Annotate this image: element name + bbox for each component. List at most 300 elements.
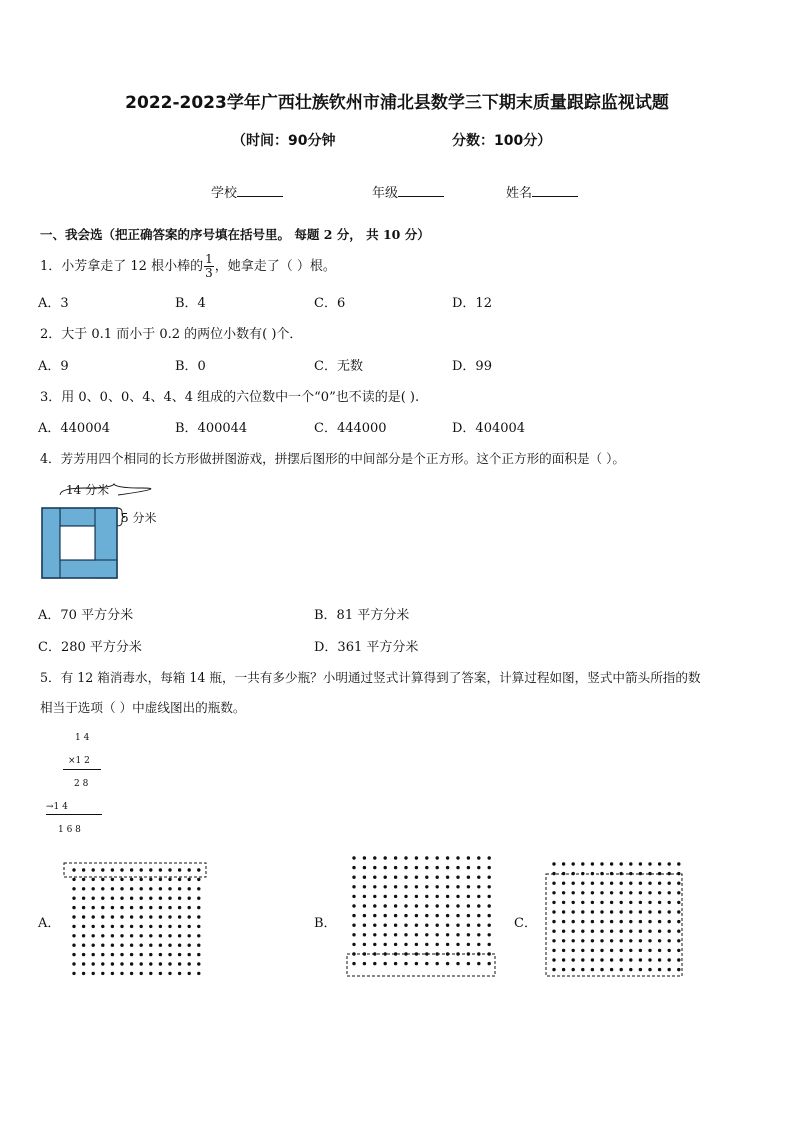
dot xyxy=(600,958,603,961)
dot xyxy=(677,920,680,923)
dot xyxy=(677,939,680,942)
dot xyxy=(130,915,133,918)
dot xyxy=(658,949,661,952)
dot xyxy=(648,930,651,933)
dot xyxy=(111,972,114,975)
dot xyxy=(581,862,584,865)
dot xyxy=(572,958,575,961)
question-1: 1．小芳拿走了 12 根小棒的 $\frac{1}{3}$ ，她拿走了（ ）根。 xyxy=(40,252,336,280)
dot xyxy=(562,901,565,904)
dot xyxy=(404,962,407,965)
dot xyxy=(488,895,491,898)
dot xyxy=(82,925,85,928)
dot xyxy=(488,885,491,888)
dot xyxy=(373,856,376,859)
dot xyxy=(591,920,594,923)
dot xyxy=(352,924,355,927)
vertical-line-2 xyxy=(46,814,102,815)
dot xyxy=(82,953,85,956)
dot xyxy=(188,925,191,928)
vertical-row-2: ×1 2 xyxy=(68,756,90,766)
dot xyxy=(446,924,449,927)
dot xyxy=(352,876,355,879)
dot xyxy=(197,934,200,937)
dot xyxy=(591,939,594,942)
dot xyxy=(620,939,623,942)
dot xyxy=(639,862,642,865)
dot xyxy=(436,904,439,907)
dot-array-b xyxy=(344,852,500,980)
dot xyxy=(394,904,397,907)
dot xyxy=(477,933,480,936)
dot xyxy=(610,901,613,904)
dot xyxy=(648,901,651,904)
dot xyxy=(404,933,407,936)
dot xyxy=(415,876,418,879)
dot xyxy=(415,924,418,927)
dot xyxy=(373,895,376,898)
dot xyxy=(140,887,143,890)
dot xyxy=(425,962,428,965)
dot xyxy=(111,915,114,918)
dot xyxy=(446,914,449,917)
dot xyxy=(120,972,123,975)
question-2: 2．大于 0.1 而小于 0.2 的两位小数有( )个． xyxy=(40,327,303,342)
vertical-row-5: 1 6 8 xyxy=(58,825,81,835)
dot xyxy=(581,958,584,961)
dot xyxy=(130,953,133,956)
dot xyxy=(629,920,632,923)
dot xyxy=(446,856,449,859)
width-label: 5 分米 xyxy=(121,511,157,525)
dot xyxy=(130,962,133,965)
question-4: 4．芳芳用四个相同的长方形做拼图游戏，拼摆后图形的中间部分是个正方形。这个正方形的面积是（ ）。 xyxy=(40,451,626,466)
dot xyxy=(415,856,418,859)
dot xyxy=(159,962,162,965)
dot xyxy=(629,891,632,894)
dot xyxy=(92,944,95,947)
dot xyxy=(425,866,428,869)
dot xyxy=(197,944,200,947)
q2-option-b: B．0 xyxy=(175,359,206,374)
dot xyxy=(149,925,152,928)
q2-option-d: D．99 xyxy=(452,359,492,374)
dot xyxy=(610,920,613,923)
dot xyxy=(658,882,661,885)
dot xyxy=(456,895,459,898)
dot xyxy=(140,972,143,975)
dot xyxy=(456,962,459,965)
dot xyxy=(111,934,114,937)
dot xyxy=(467,914,470,917)
dot xyxy=(415,885,418,888)
dot xyxy=(394,914,397,917)
dot xyxy=(82,887,85,890)
dot xyxy=(178,953,181,956)
dot xyxy=(629,901,632,904)
dot xyxy=(477,914,480,917)
dot xyxy=(72,972,75,975)
dot xyxy=(425,914,428,917)
dot xyxy=(140,953,143,956)
vertical-row-4: →1 4 xyxy=(46,802,68,812)
dot xyxy=(467,933,470,936)
school-field: 学校 xyxy=(211,182,283,201)
dot xyxy=(394,962,397,965)
dot xyxy=(111,925,114,928)
dot-array-c xyxy=(544,858,686,980)
dot xyxy=(436,866,439,869)
dot xyxy=(92,962,95,965)
q4-option-a: A．70 平方分米 xyxy=(38,608,134,623)
dot xyxy=(610,891,613,894)
question-5-line-2: 相当于选项（ ）中虚线图出的瓶数。 xyxy=(40,700,246,715)
dot xyxy=(629,862,632,865)
q3-option-c: C．444000 xyxy=(314,421,387,436)
dot xyxy=(149,962,152,965)
dot xyxy=(620,862,623,865)
dot xyxy=(620,958,623,961)
dot xyxy=(677,968,680,971)
dot xyxy=(352,962,355,965)
dot xyxy=(384,962,387,965)
dot xyxy=(149,897,152,900)
dot xyxy=(82,934,85,937)
dot xyxy=(404,895,407,898)
dot xyxy=(159,972,162,975)
dot xyxy=(197,953,200,956)
dot xyxy=(425,885,428,888)
dot xyxy=(363,856,366,859)
dot xyxy=(111,878,114,881)
dot xyxy=(384,914,387,917)
dot xyxy=(130,897,133,900)
dot xyxy=(111,906,114,909)
dot xyxy=(572,891,575,894)
dot xyxy=(620,901,623,904)
dot xyxy=(140,934,143,937)
q5-option-a: A． xyxy=(38,916,61,931)
dot xyxy=(446,895,449,898)
dot xyxy=(446,876,449,879)
dot xyxy=(111,887,114,890)
dot xyxy=(352,856,355,859)
dot xyxy=(572,901,575,904)
dot xyxy=(197,915,200,918)
dot xyxy=(456,943,459,946)
dot xyxy=(572,920,575,923)
dot xyxy=(658,891,661,894)
dot xyxy=(178,915,181,918)
dot xyxy=(477,895,480,898)
dot xyxy=(446,962,449,965)
dot xyxy=(352,914,355,917)
dot xyxy=(446,933,449,936)
q3-option-a: A．440004 xyxy=(38,421,111,436)
dot xyxy=(130,887,133,890)
dot xyxy=(394,876,397,879)
dot xyxy=(446,943,449,946)
dot xyxy=(352,866,355,869)
dot xyxy=(394,885,397,888)
dot xyxy=(101,944,104,947)
dot xyxy=(562,958,565,961)
q5-option-b: B． xyxy=(314,916,337,931)
dot xyxy=(600,891,603,894)
dot xyxy=(404,914,407,917)
dot xyxy=(600,901,603,904)
dot xyxy=(197,887,200,890)
dot xyxy=(72,944,75,947)
vertical-row-3: 2 8 xyxy=(74,779,89,789)
dot xyxy=(446,885,449,888)
dot xyxy=(572,910,575,913)
dot xyxy=(92,925,95,928)
dot xyxy=(610,968,613,971)
dot xyxy=(488,914,491,917)
dot xyxy=(168,953,171,956)
q1-option-a: A．3 xyxy=(38,296,69,311)
dot xyxy=(648,882,651,885)
dot xyxy=(168,962,171,965)
dot xyxy=(140,944,143,947)
dot xyxy=(120,915,123,918)
dot xyxy=(639,882,642,885)
dot xyxy=(168,925,171,928)
dot xyxy=(384,876,387,879)
dot xyxy=(648,920,651,923)
dot xyxy=(668,939,671,942)
dot xyxy=(477,876,480,879)
dot xyxy=(394,924,397,927)
dot xyxy=(373,943,376,946)
dot xyxy=(425,943,428,946)
dot xyxy=(639,920,642,923)
dot xyxy=(82,868,85,871)
dot xyxy=(92,887,95,890)
dot xyxy=(648,958,651,961)
dot xyxy=(488,866,491,869)
dot xyxy=(658,958,661,961)
dot xyxy=(111,868,114,871)
dot xyxy=(415,904,418,907)
dot xyxy=(477,866,480,869)
dot xyxy=(197,868,200,871)
dot xyxy=(562,939,565,942)
dot xyxy=(581,901,584,904)
dot xyxy=(188,897,191,900)
dot xyxy=(384,904,387,907)
dot xyxy=(477,885,480,888)
dot xyxy=(552,949,555,952)
dot xyxy=(639,901,642,904)
dot xyxy=(363,933,366,936)
dot xyxy=(415,914,418,917)
dot xyxy=(159,944,162,947)
q4-option-c: C．280 平方分米 xyxy=(38,640,142,655)
dot xyxy=(562,930,565,933)
dot xyxy=(425,924,428,927)
dot xyxy=(130,868,133,871)
dot xyxy=(72,897,75,900)
dot xyxy=(159,925,162,928)
dot xyxy=(149,878,152,881)
dot xyxy=(197,878,200,881)
dot xyxy=(467,943,470,946)
dot xyxy=(677,901,680,904)
question-5-line-1: 5．有 12 箱消毒水，每箱 14 瓶，一共有多少瓶？小明通过竖式计算得到了答案，计算过程如图，竖式中箭头所指的数 xyxy=(40,670,701,685)
dot xyxy=(610,882,613,885)
dot xyxy=(436,962,439,965)
dot xyxy=(394,856,397,859)
dot xyxy=(629,882,632,885)
dot xyxy=(363,885,366,888)
dot xyxy=(178,906,181,909)
dot xyxy=(677,891,680,894)
dot xyxy=(629,949,632,952)
dot xyxy=(581,920,584,923)
dot xyxy=(188,972,191,975)
dot xyxy=(648,891,651,894)
dot xyxy=(373,962,376,965)
dot xyxy=(658,901,661,904)
dot xyxy=(572,939,575,942)
dot xyxy=(111,944,114,947)
dot xyxy=(572,968,575,971)
dot xyxy=(436,876,439,879)
dot xyxy=(629,968,632,971)
dot xyxy=(82,878,85,881)
dot xyxy=(159,868,162,871)
dot xyxy=(629,930,632,933)
dot xyxy=(130,925,133,928)
q1-option-d: D．12 xyxy=(452,296,492,311)
dot xyxy=(677,882,680,885)
dot xyxy=(72,962,75,965)
dot xyxy=(120,868,123,871)
dot xyxy=(648,862,651,865)
section-heading: 一、我会选（把正确答案的序号填在括号里。 每题 2 分， 共 10 分） xyxy=(40,227,430,242)
dot xyxy=(620,891,623,894)
dot xyxy=(677,910,680,913)
dot xyxy=(394,866,397,869)
dot xyxy=(120,925,123,928)
dot xyxy=(149,915,152,918)
dot xyxy=(436,914,439,917)
dot xyxy=(149,887,152,890)
dot xyxy=(178,878,181,881)
dot xyxy=(488,876,491,879)
dot xyxy=(668,862,671,865)
dot xyxy=(677,862,680,865)
dot xyxy=(82,944,85,947)
dot xyxy=(404,885,407,888)
dot xyxy=(600,930,603,933)
dot xyxy=(149,868,152,871)
dot xyxy=(178,887,181,890)
dot xyxy=(384,895,387,898)
dot xyxy=(581,930,584,933)
q1-option-b: B．4 xyxy=(175,296,206,311)
dot xyxy=(352,885,355,888)
q4-option-b: B．81 平方分米 xyxy=(314,608,410,623)
dot xyxy=(477,856,480,859)
dot xyxy=(92,897,95,900)
dot xyxy=(581,949,584,952)
dot xyxy=(149,972,152,975)
dot xyxy=(467,962,470,965)
dot xyxy=(363,866,366,869)
dot xyxy=(168,934,171,937)
dot xyxy=(436,933,439,936)
dot xyxy=(111,962,114,965)
dot xyxy=(363,895,366,898)
dot xyxy=(363,943,366,946)
dot xyxy=(456,904,459,907)
dot xyxy=(639,968,642,971)
dot xyxy=(639,910,642,913)
dot xyxy=(415,866,418,869)
dot xyxy=(101,897,104,900)
dot xyxy=(668,968,671,971)
dot xyxy=(72,934,75,937)
dot xyxy=(658,920,661,923)
dot xyxy=(178,944,181,947)
dot xyxy=(394,933,397,936)
dot xyxy=(120,953,123,956)
dot xyxy=(168,897,171,900)
dot xyxy=(140,962,143,965)
dot xyxy=(600,939,603,942)
dot xyxy=(404,866,407,869)
dot xyxy=(562,891,565,894)
name-field: 姓名 xyxy=(506,182,578,201)
dot xyxy=(610,862,613,865)
dot xyxy=(197,925,200,928)
dot xyxy=(188,953,191,956)
dot xyxy=(467,856,470,859)
dot xyxy=(101,972,104,975)
dot xyxy=(404,904,407,907)
dot xyxy=(668,949,671,952)
dot xyxy=(488,943,491,946)
dot xyxy=(178,925,181,928)
dot xyxy=(436,924,439,927)
dot xyxy=(562,949,565,952)
dot xyxy=(404,924,407,927)
dot xyxy=(562,910,565,913)
dot xyxy=(140,878,143,881)
dot xyxy=(436,856,439,859)
dot xyxy=(72,868,75,871)
dot xyxy=(130,934,133,937)
dot xyxy=(373,933,376,936)
dot xyxy=(477,943,480,946)
dot xyxy=(610,939,613,942)
dot xyxy=(446,866,449,869)
dot xyxy=(581,910,584,913)
dot xyxy=(591,930,594,933)
dot xyxy=(168,915,171,918)
dot xyxy=(639,939,642,942)
dot xyxy=(562,862,565,865)
dot xyxy=(373,866,376,869)
dot xyxy=(178,897,181,900)
dot xyxy=(168,878,171,881)
dot xyxy=(352,895,355,898)
grade-field: 年级 xyxy=(372,182,444,201)
q5-option-c: C． xyxy=(514,916,537,931)
